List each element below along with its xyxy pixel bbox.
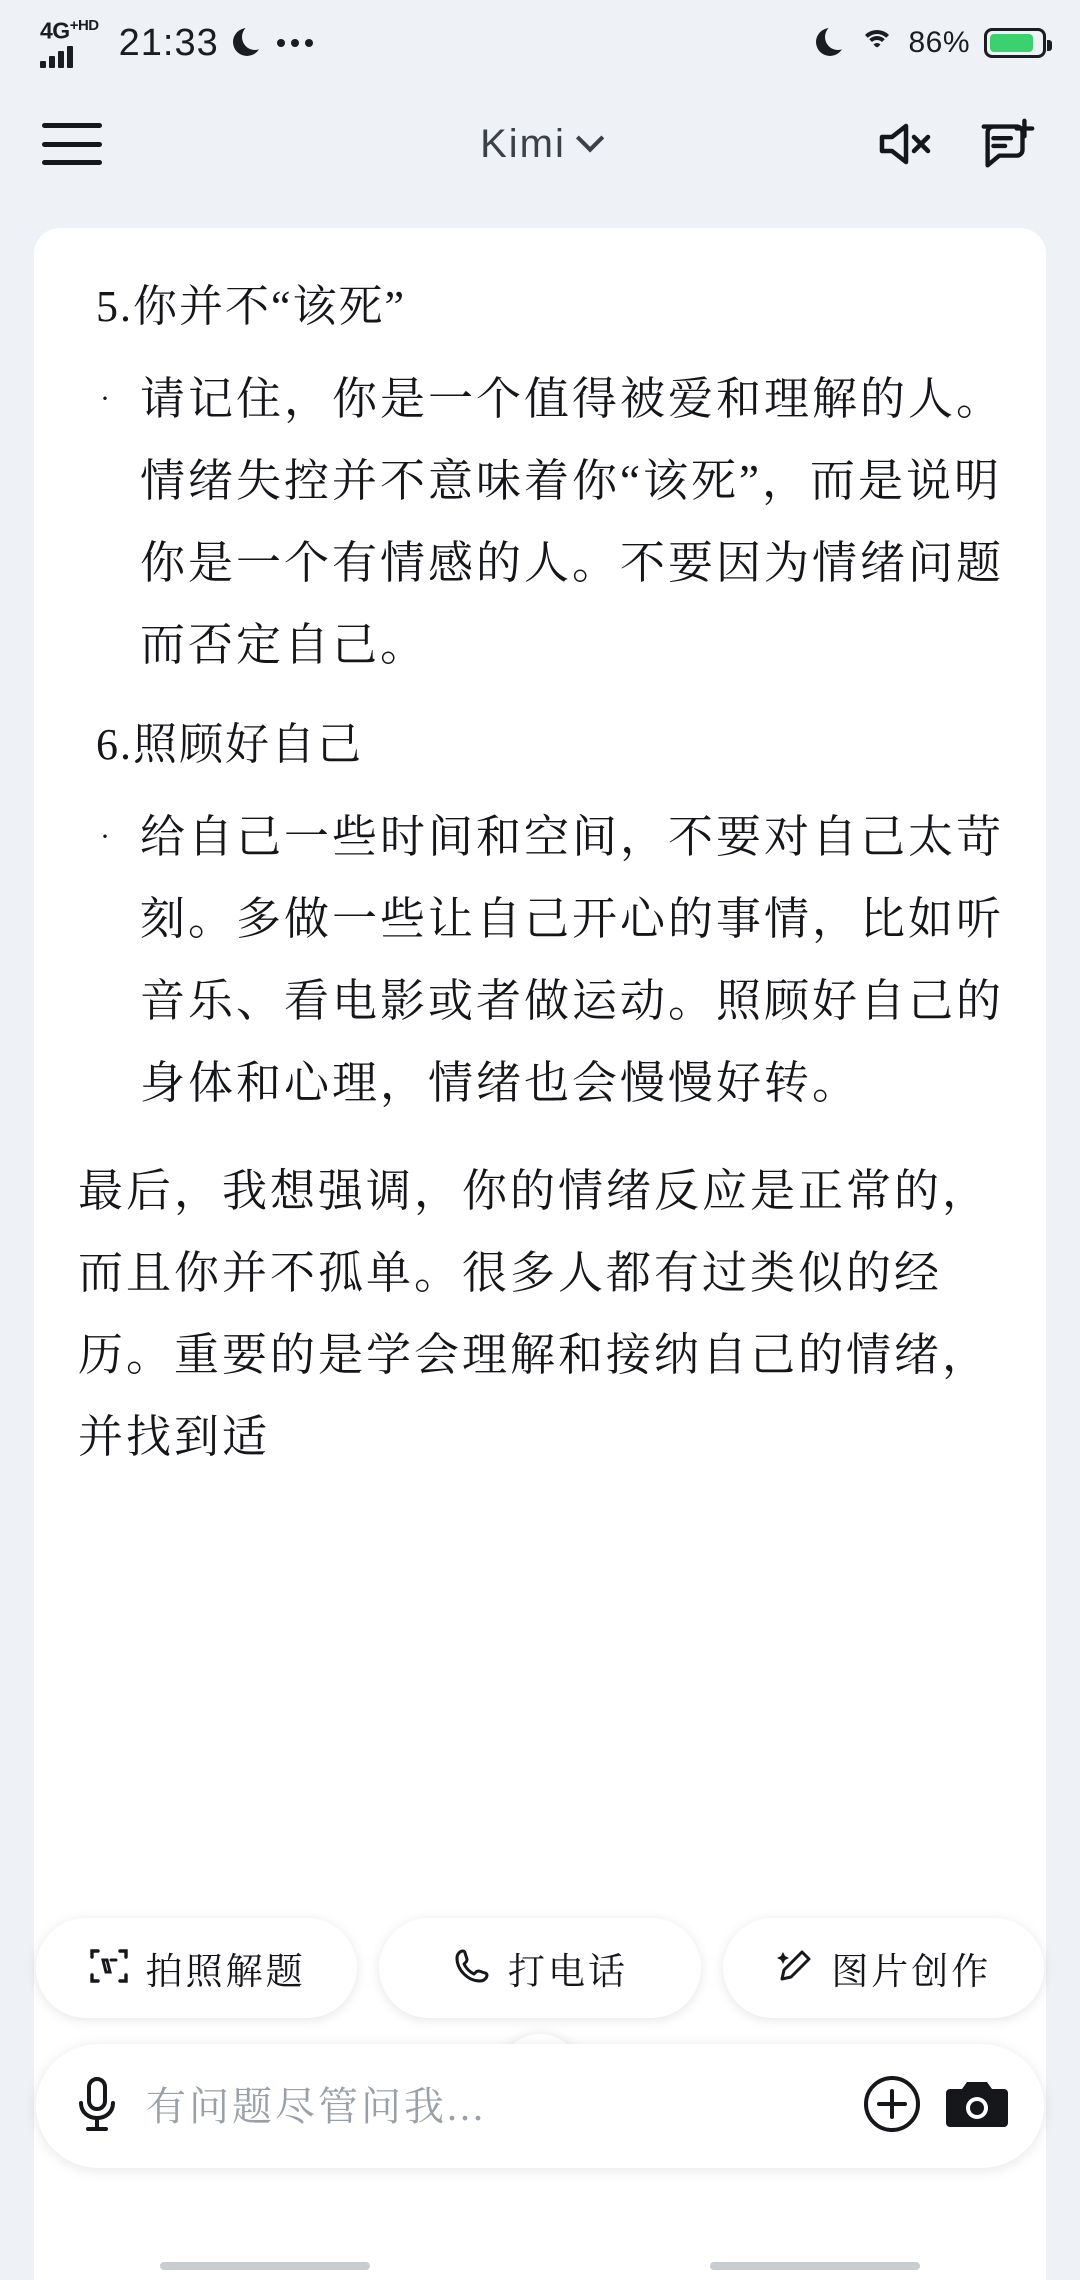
status-bar — [0, 0, 1080, 86]
section-6-bullet-text: 给自己一些时间和空间，不要对自己太苛刻。多做一些让自己开心的事情，比如听音乐、看电影或者做运动。照顾好自己的身体和心理，情绪也会慢慢好转。 — [140, 812, 1005, 1108]
chip-label: 图片创作 — [831, 1952, 992, 1993]
camera-solve-icon — [88, 1945, 130, 1992]
section-5-bullet — [100, 358, 1006, 686]
ellipsis-icon — [277, 39, 313, 47]
status-bar-right — [816, 26, 1046, 60]
status-bar-left — [40, 18, 313, 69]
chip-label: 拍照解题 — [145, 1952, 306, 1993]
battery-icon — [984, 28, 1046, 58]
wifi-icon — [860, 30, 894, 56]
plus-circle-icon[interactable] — [860, 2072, 924, 2141]
section-6-heading: 6.照顾好自己 — [96, 720, 363, 769]
network-hd: HD — [77, 16, 99, 34]
speaker-mute-icon[interactable] — [872, 113, 934, 175]
nav-hint-left — [160, 2262, 370, 2270]
chip-phone-call[interactable] — [379, 1918, 700, 2018]
bullet-dot-icon: · — [100, 820, 110, 853]
closing-paragraph: 最后，我想强调，你的情绪反应是正常的，而且你并不孤单。很多人都有过类似的经历。重要的是学会理解和接纳自己的情绪，并找到适 — [78, 1166, 991, 1462]
app-bar-actions — [872, 113, 1038, 175]
network-type-label — [40, 18, 99, 43]
bullet-dot-icon: · — [100, 382, 110, 415]
chip-photo-solve[interactable] — [36, 1918, 357, 2018]
new-chat-icon[interactable] — [976, 113, 1038, 175]
nav-hint-right — [710, 2262, 920, 2270]
battery-percent-label: 86% — [908, 26, 970, 59]
do-not-disturb-icon — [233, 28, 263, 58]
cellular-indicator — [40, 18, 99, 69]
section-5-heading: 5.你并不“该死” — [96, 282, 407, 331]
section-6-bullet — [100, 796, 1006, 1124]
title-dropdown[interactable] — [480, 122, 600, 167]
chip-label: 打电话 — [507, 1952, 628, 1993]
silent-mode-icon — [816, 28, 846, 58]
network-plus: + — [69, 16, 78, 34]
chip-image-create[interactable] — [723, 1918, 1044, 2018]
quick-action-chips — [0, 1918, 1080, 2018]
image-create-icon — [775, 1946, 815, 1991]
message-input[interactable] — [144, 2082, 840, 2131]
camera-icon[interactable] — [944, 2075, 1010, 2138]
signal-bars-icon — [40, 46, 73, 68]
chevron-down-icon — [576, 124, 604, 152]
hamburger-icon[interactable] — [42, 123, 102, 165]
microphone-icon[interactable] — [70, 2073, 124, 2140]
phone-icon — [452, 1946, 492, 1991]
page-title: Kimi — [480, 121, 566, 166]
assistant-message — [74, 274, 1006, 1478]
app-bar — [0, 86, 1080, 202]
composer-bar[interactable] — [36, 2044, 1044, 2168]
navigation-hint-bar — [0, 2262, 1080, 2270]
section-5-bullet-text: 请记住，你是一个值得被爱和理解的人。情绪失控并不意味着你“该死”，而是说明你是一个有情感的人。不要因为情绪问题而否定自己。 — [140, 374, 1005, 670]
network-generation: 4G — [40, 17, 70, 44]
status-clock: 21:33 — [118, 21, 219, 64]
